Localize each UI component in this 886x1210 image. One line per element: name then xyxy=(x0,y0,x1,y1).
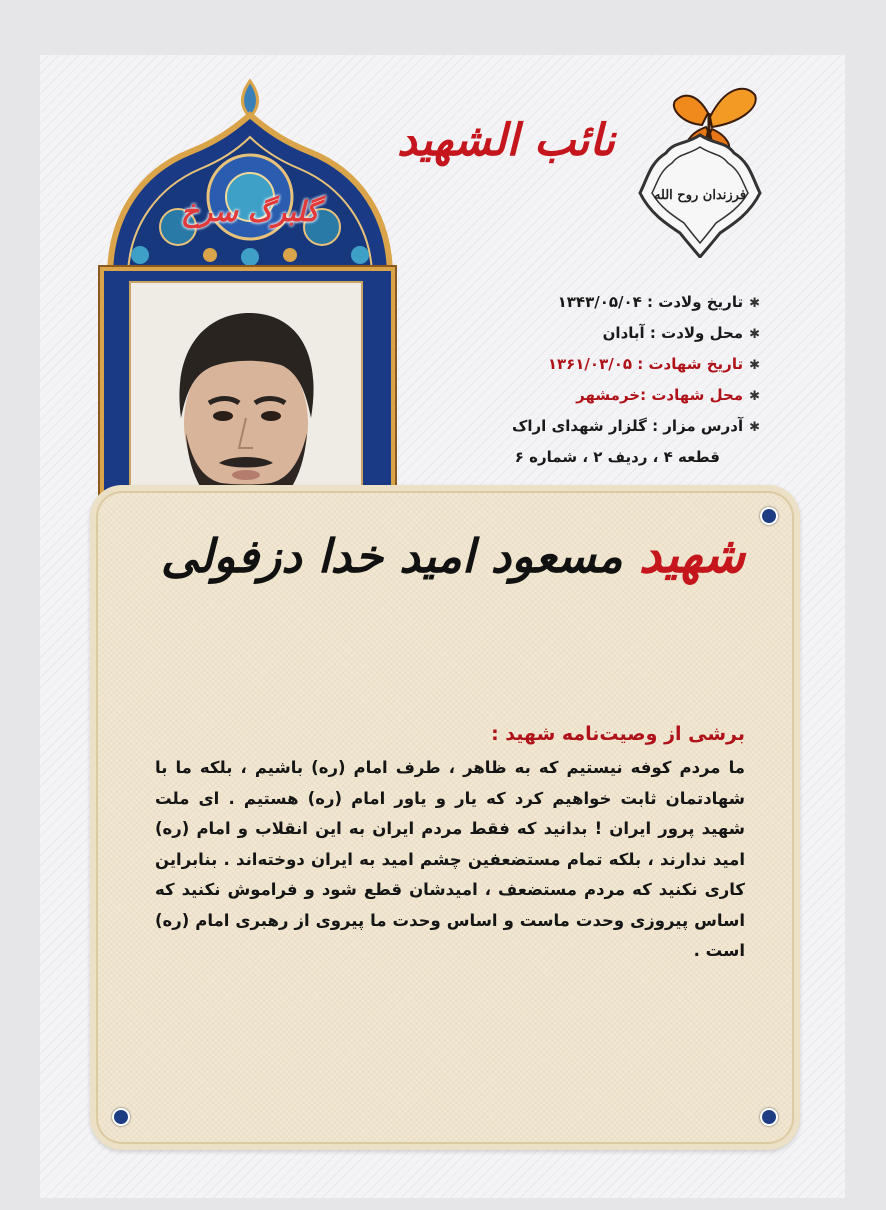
brand-title: نائب الشهید xyxy=(397,115,615,166)
birth-date: تاریخ ولادت : ۱۳۴۳/۰۵/۰۴ xyxy=(557,293,744,311)
martyr-name xyxy=(160,525,745,584)
star-bullet-icon: ✱ xyxy=(749,296,760,311)
martyr-prefix: شهید xyxy=(638,525,745,584)
star-bullet-icon: ✱ xyxy=(749,420,760,435)
burial-location-row xyxy=(460,442,760,473)
corner-dot-icon xyxy=(760,1108,778,1126)
star-bullet-icon: ✱ xyxy=(749,327,760,342)
martyr-info xyxy=(460,287,760,473)
martyr-full-name: مسعود امید خدا دزفولی xyxy=(160,529,623,583)
burial-address-row xyxy=(460,411,760,442)
emblem xyxy=(630,73,770,258)
martyrdom-date-row xyxy=(460,349,760,380)
corner-dot-icon xyxy=(112,1108,130,1126)
memorial-poster xyxy=(40,55,845,1198)
will-text xyxy=(155,753,745,967)
ornamental-arch xyxy=(100,77,400,282)
burial-address: آدرس مزار : گلزار شهدای اراک xyxy=(511,417,744,435)
star-bullet-icon: ✱ xyxy=(749,358,760,373)
birth-date-row xyxy=(460,287,760,318)
birth-place-row xyxy=(460,318,760,349)
ornament-caption: گلبرگ سرخ xyxy=(180,195,320,228)
will-paragraph: ما مردم کوفه نیستیم که به ظاهر ، طرف امام (ره) باشیم ، بلکه ما با شهادتمان ثابت خواهیم کرد که یار و یاور امام (ره) هستیم . ای ملت شهید پرور ایران ! بدانید که فقط مردم ایران به این انقلاب و امام (ره) امید ندارند ، بلکه تمام مستضعفین چشم امید به ایران دوخته‌اند . بنابراین کاری نکنید که مردم مستضعف ، امیدشان قطع شود و فراموش نکنید که اساس پیروزی وحدت ماست و اساس وحدت ما پیروی از رهبری امام (ره) است . xyxy=(155,758,745,960)
emblem-text: فرزندان روح الله xyxy=(653,188,747,203)
star-bullet-icon: ✱ xyxy=(749,389,760,404)
birth-place: محل ولادت : آبادان xyxy=(602,324,744,342)
burial-location: قطعه ۴ ، ردیف ۲ ، شماره ۶ xyxy=(514,448,720,466)
martyrdom-place-row xyxy=(460,380,760,411)
will-card xyxy=(90,485,800,1150)
martyrdom-date: تاریخ شهادت : ۱۳۶۱/۰۳/۰۵ xyxy=(547,355,744,373)
will-heading: برشی از وصیت‌نامه شهید : xyxy=(491,723,745,745)
martyrdom-place: محل شهادت :خرمشهر xyxy=(576,386,744,404)
corner-dot-icon xyxy=(760,507,778,525)
